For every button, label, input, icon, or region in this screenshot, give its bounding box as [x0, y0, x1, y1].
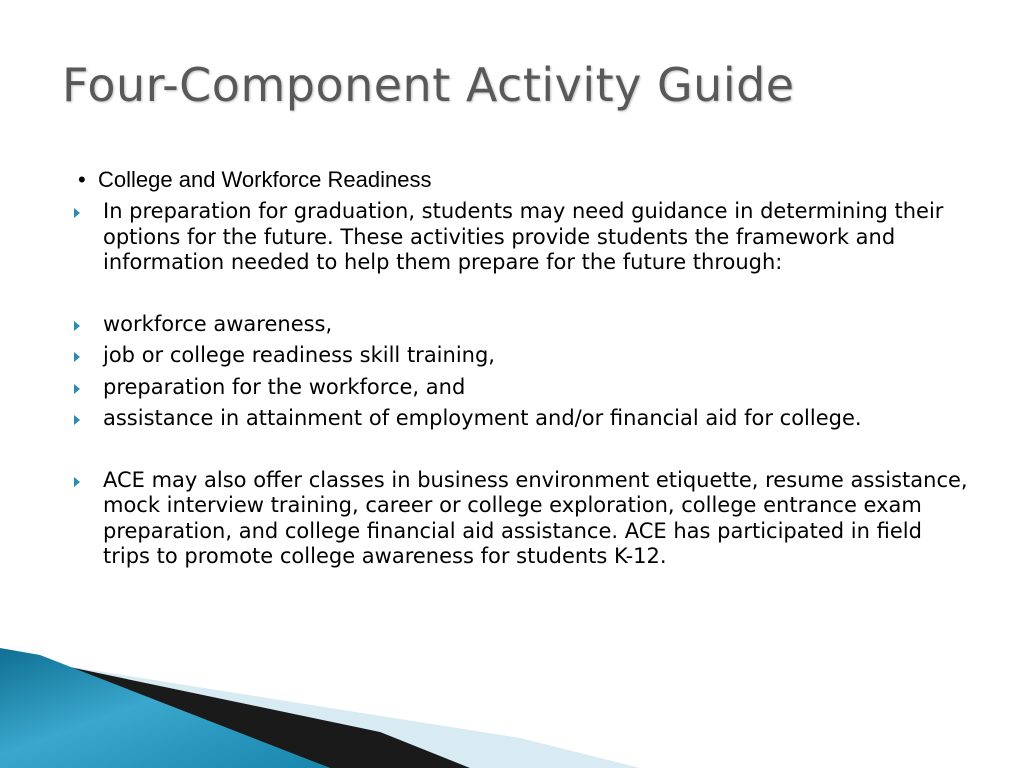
list-item — [72, 406, 972, 432]
list-item — [72, 312, 972, 338]
list-item — [72, 468, 972, 570]
triangle-right-icon — [74, 477, 80, 487]
section-heading — [78, 167, 431, 193]
list-item-text: assistance in attainment of employment and/or financial aid for college. — [103, 406, 862, 430]
list-item-text: workforce awareness, — [103, 311, 333, 336]
list-item — [72, 199, 972, 276]
bullet-list — [72, 199, 972, 570]
section-heading-text: College and Workforce Readiness — [98, 167, 432, 192]
bullet-dot: • — [78, 167, 86, 192]
slide-title: Four-Component Activity Guide — [62, 58, 795, 112]
swoosh-teal-band — [0, 648, 330, 768]
triangle-right-icon — [74, 415, 80, 425]
list-item-text: In preparation for graduation, students may need guidance in determining their options for the future. These activities provide students the framework and information needed to help them prepare for the future through: — [103, 199, 944, 274]
triangle-right-icon — [74, 208, 80, 218]
list-item-text: ACE may also offer classes in business environment etiquette, resume assistance, mock interview training, career or college exploration, college entrance exam preparation, and college financial aid assistance. ACE has participated in field trips to promote college awareness for students K-12. — [103, 467, 968, 568]
list-item-text: job or college readiness skill training, — [103, 343, 495, 367]
triangle-right-icon — [74, 321, 80, 331]
list-item — [72, 343, 972, 369]
list-item-text: preparation for the workforce, and — [103, 374, 466, 399]
swoosh-dark-band — [55, 664, 470, 768]
triangle-right-icon — [74, 384, 80, 394]
triangle-right-icon — [74, 352, 80, 362]
swoosh-light-band — [40, 662, 640, 768]
list-item — [72, 375, 972, 401]
